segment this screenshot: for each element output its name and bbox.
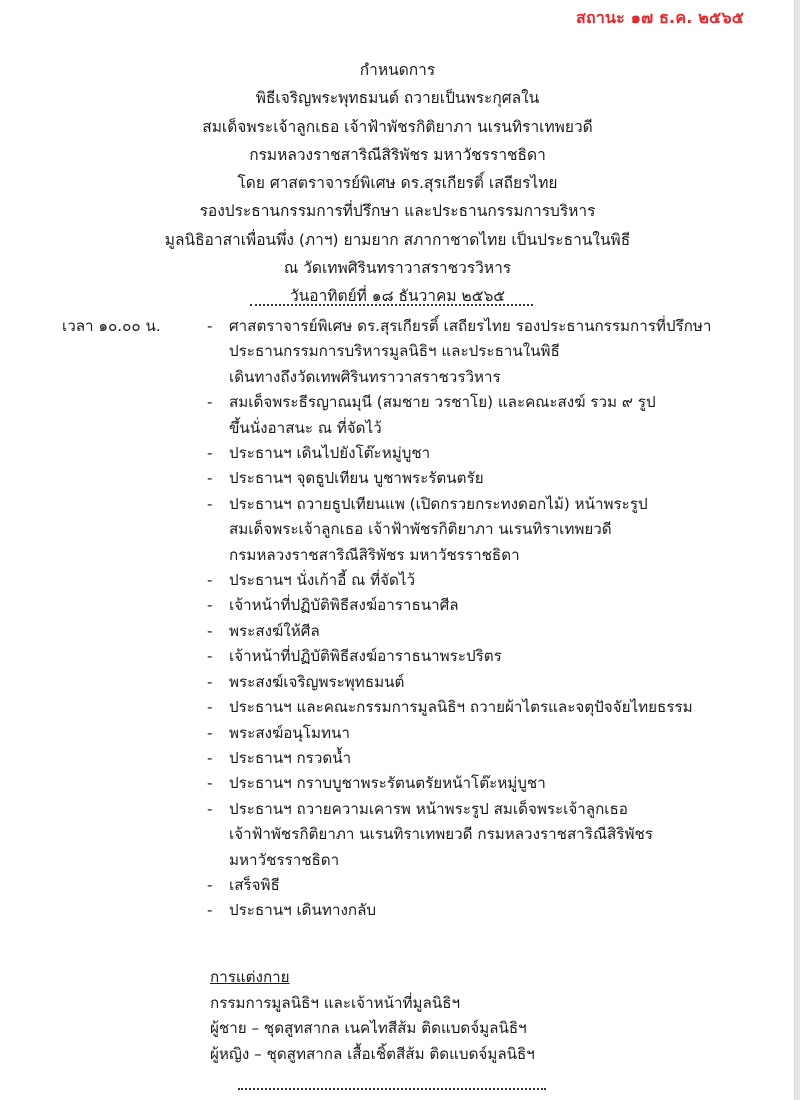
- schedule-items: [207, 314, 767, 924]
- status-date: สถานะ ๑๗ ธ.ค. ๒๕๖๕: [575, 8, 744, 27]
- scrollbar-track[interactable]: [794, 0, 800, 1100]
- schedule-item: [207, 670, 767, 695]
- item-line: เสร็จพิธี: [229, 875, 280, 894]
- item-line: กรมหลวงราชสาริณีสิริพัชร มหาวัชรราชธิดา: [229, 545, 520, 564]
- item-line: ขึ้นนั่งอาสนะ ณ ที่จัดไว้: [229, 418, 382, 437]
- bullet-dash: -: [207, 444, 213, 463]
- bullet-dash: -: [207, 774, 213, 793]
- header-line: สมเด็จพระเจ้าลูกเธอ เจ้าฟ้าพัชรกิติยาภา นเรนทิราเทพยวดี: [202, 117, 593, 136]
- schedule-item: [207, 390, 767, 441]
- schedule-item: [207, 568, 767, 593]
- bullet-dash: -: [207, 799, 213, 818]
- bullet-dash: -: [207, 393, 213, 412]
- item-line: เจ้าหน้าที่ปฏิบัติพิธีสงฆ์อาราธนาศีล: [229, 596, 459, 615]
- bullet-dash: -: [207, 494, 213, 513]
- schedule-item: [207, 314, 767, 390]
- dress-code-title: การแต่งกาย: [210, 968, 290, 986]
- schedule-item: [207, 797, 767, 873]
- bullet-dash: -: [207, 748, 213, 767]
- item-line: เดินทางถึงวัดเทพศิรินทราวาสราชวรวิหาร: [229, 367, 501, 386]
- document-header: [0, 56, 795, 311]
- bullet-dash: -: [207, 469, 213, 488]
- item-line: มหาวัชรราชธิดา: [229, 850, 340, 869]
- schedule-item: [207, 695, 767, 720]
- item-line: ประธานฯ กราบบูชาพระรัตนตรัยหน้าโต๊ะหมู่บูชา: [229, 774, 546, 793]
- item-line: ประธานฯ จุดธูปเทียน บูชาพระรัตนตรัย: [229, 469, 484, 488]
- schedule-item: [207, 593, 767, 618]
- item-line: ประธานฯ และคณะกรรมการมูลนิธิฯ ถวายผ้าไตรและจตุปัจจัยไทยธรรม: [229, 698, 693, 717]
- bullet-dash: -: [207, 723, 213, 742]
- schedule-item: [207, 492, 767, 568]
- item-line: สมเด็จพระธีรญาณมุนี (สมชาย วรชาโย) และคณะสงฆ์ รวม ๙ รูป: [229, 393, 656, 412]
- item-line: ประธานกรรมการบริหารมูลนิธิฯ และประธานในพิธี: [229, 342, 560, 361]
- dress-code-line: ผู้หญิง – ชุดสูทสากล เสื้อเชิ้ตสีส้ม ติดแบดจ์มูลนิธิฯ: [210, 1044, 535, 1063]
- header-line: โดย ศาสตราจารย์พิเศษ ดร.สุรเกียรติ์ เสถียรไทย: [237, 174, 558, 193]
- bullet-dash: -: [207, 317, 213, 335]
- header-line: มูลนิธิอาสาเพื่อนพึ่ง (ภาฯ) ยามยาก สภากาชาดไทย เป็นประธานในพิธี: [164, 230, 631, 249]
- dotted-separator-bottom: [238, 1078, 546, 1090]
- schedule-item: [207, 644, 767, 669]
- schedule-item: [207, 898, 767, 923]
- schedule-item: [207, 466, 767, 491]
- item-line: พระสงฆ์อนุโมทนา: [229, 723, 350, 742]
- dress-code-line: ผู้ชาย – ชุดสูทสากล เนคไทสีส้ม ติดแบดจ์มูลนิธิฯ: [210, 1019, 527, 1037]
- header-line: พิธีเจริญพระพุทธมนต์ ถวายเป็นพระกุศลใน: [255, 89, 540, 108]
- item-line: พระสงฆ์ให้ศีล: [229, 621, 320, 640]
- bullet-dash: -: [207, 672, 213, 691]
- schedule-item: [207, 619, 767, 644]
- header-date: วันอาทิตย์ที่ ๑๘ ธันวาคม ๒๕๖๕: [289, 287, 506, 306]
- bullet-dash: -: [207, 571, 213, 590]
- item-line: เจ้าฟ้าพัชรกิติยาภา นเรนทิราเทพยวดี กรมหลวงราชสาริณีสิริพัชร: [229, 825, 653, 844]
- header-line: ณ วัดเทพศิรินทราวาสราชวรวิหาร: [283, 259, 512, 278]
- bullet-dash: -: [207, 698, 213, 717]
- item-line: พระสงฆ์เจริญพระพุทธมนต์: [229, 672, 405, 691]
- schedule-item: [207, 746, 767, 771]
- dotted-separator-top: [250, 294, 533, 306]
- bullet-dash: -: [207, 596, 213, 615]
- header-line: กรมหลวงราชสาริณีสิริพัชร มหาวัชรราชธิดา: [249, 145, 546, 164]
- header-line: รองประธานกรรมการที่ปรึกษา และประธานกรรมการบริหาร: [199, 202, 596, 221]
- bullet-dash: -: [207, 621, 213, 640]
- item-line: ประธานฯ เดินทางกลับ: [229, 901, 377, 920]
- item-line: ประธานฯ ถวายธูปเทียนแพ (เปิดกรวยกระทงดอกไม้) หน้าพระรูป: [229, 494, 648, 513]
- item-line: สมเด็จพระเจ้าลูกเธอ เจ้าฟ้าพัชรกิติยาภา นเรนทิราเทพยวดี: [229, 520, 612, 539]
- item-line: ศาสตราจารย์พิเศษ ดร.สุรเกียรติ์ เสถียรไทย รองประธานกรรมการที่ปรึกษา: [229, 317, 712, 335]
- item-line: เจ้าหน้าที่ปฏิบัติพิธีสงฆ์อาราธนาพระปริตร: [229, 647, 502, 666]
- schedule-item: [207, 771, 767, 796]
- dress-code-line: กรรมการมูลนิธิฯ และเจ้าหน้าที่มูลนิธิฯ: [210, 993, 461, 1012]
- header-title: กำหนดการ: [359, 61, 436, 79]
- dress-code-section: [210, 965, 535, 1067]
- schedule-item: [207, 873, 767, 898]
- bullet-dash: -: [207, 875, 213, 894]
- schedule-item: [207, 721, 767, 746]
- schedule-item: [207, 441, 767, 466]
- item-line: ประธานฯ ถวายความเคารพ หน้าพระรูป สมเด็จพระเจ้าลูกเธอ: [229, 799, 628, 818]
- item-line: ประธานฯ กรวดน้ำ: [229, 748, 352, 767]
- bullet-dash: -: [207, 647, 213, 666]
- bullet-dash: -: [207, 901, 213, 920]
- item-line: ประธานฯ เดินไปยังโต๊ะหมู่บูชา: [229, 444, 431, 463]
- schedule-time: เวลา ๑๐.๐๐ น.: [62, 317, 161, 335]
- item-line: ประธานฯ นั่งเก้าอี้ ณ ที่จัดไว้: [229, 571, 416, 590]
